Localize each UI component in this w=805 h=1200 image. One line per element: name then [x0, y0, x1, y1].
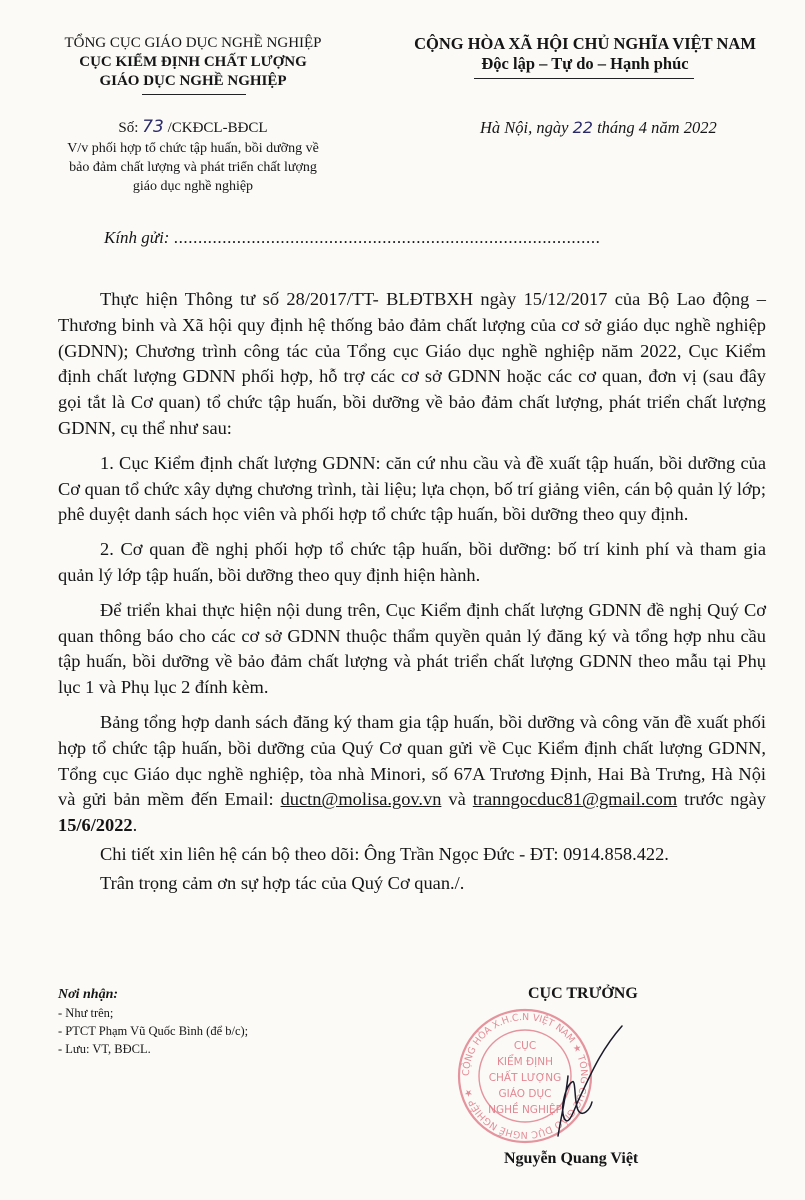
signer-title: CỤC TRƯỞNG [528, 985, 638, 1002]
doc-number-suffix: /CKĐCL-BĐCL [167, 120, 268, 136]
seal-center-line: GIÁO DỤC [498, 1088, 552, 1100]
recipient-dots: ........................................................................................ [173, 228, 601, 247]
recipients-title: Nơi nhận: [58, 987, 119, 1002]
document-number [28, 118, 358, 138]
seal-ring-text: CỘNG HÒA X.H.C.N VIỆT NAM ★ TỔNG CỤC GIÁO DỤC NGHỀ NGHIỆP ★ [460, 1011, 590, 1141]
paragraph-7: Trân trọng cảm ơn sự hợp tác của Quý Cơ quan./. [100, 872, 465, 893]
issuer-name: CỤC KIỂM ĐỊNH CHẤT LƯỢNG [79, 54, 307, 70]
issuer-name-2: GIÁO DỤC NGHỀ NGHIỆP [99, 73, 287, 89]
email-link-2[interactable]: tranngocduc81@gmail.com [472, 789, 678, 810]
paragraph-2: 1. Cục Kiểm định chất lượng GDNN: căn cứ nhu cầu và đề xuất tập huấn, bồi dưỡng của Cơ quan tổ chức xây dựng chương trình, tài liệu; lựa chọn, bố trí giảng viên, cán bộ quản lý lớp; phê duyệt danh sách học viên và phối hợp tổ chức tập huấn, bồi dưỡng theo quy định. [58, 452, 766, 525]
seal-center-line: NGHỀ NGHIỆP [488, 1104, 562, 1116]
motto: Độc lập – Tự do – Hạnh phúc [481, 54, 689, 73]
subject-line-1: V/v phối hợp tổ chức tập huấn, bồi dưỡng về [67, 141, 319, 156]
country-name: CỘNG HÒA XÃ HỘI CHỦ NGHĨA VIỆT NAM [414, 34, 756, 53]
recipient-line [104, 228, 601, 248]
official-seal [440, 1006, 640, 1146]
recipient-item: - PTCT Phạm Vũ Quốc Bình (để b/c); [58, 1024, 249, 1038]
deadline-date: 15/6/2022 [58, 815, 133, 836]
issuer-block [28, 34, 358, 91]
recipients-list [58, 986, 398, 1058]
paragraph-6: Chi tiết xin liên hệ cán bộ theo dõi: Ông Trần Ngọc Đức - ĐT: 0914.858.422. [100, 843, 669, 864]
seal-center-line: CỤC [513, 1040, 537, 1052]
seal-center-line: KIỂM ĐỊNH [497, 1056, 553, 1068]
signer-name: Nguyễn Quang Việt [504, 1150, 639, 1167]
issuer-underline [142, 94, 246, 95]
email-joiner: và [441, 789, 473, 810]
recipient-label: Kính gửi: [104, 228, 170, 247]
recipient-item: - Như trên; [58, 1006, 114, 1020]
paragraph-5-text: Bảng tổng hợp danh sách đăng ký tham gia tập huấn, bồi dưỡng và công văn đề xuất phối hợp tổ chức tập huấn, bồi dưỡng của Quý Cơ quan gửi về Cục Kiểm định chất lượng GDNN, Tổng cục Giáo dục nghề nghiệp, tòa nhà Minori, số 67A Trương Định, Hai Bà Trưng, Hà Nội và gửi bản mềm đến Email: [58, 711, 766, 810]
subject-block [28, 139, 358, 196]
issue-date [480, 118, 780, 138]
paragraph-5-end: . [132, 815, 138, 836]
deadline-prefix: trước ngày [677, 789, 766, 810]
letter-body [58, 287, 766, 906]
date-day: 22 [572, 118, 593, 137]
subject-line-3: giáo dục nghề nghiệp [132, 179, 254, 194]
date-prefix: Hà Nội, ngày [480, 118, 569, 137]
doc-number-prefix: Số: [118, 120, 139, 136]
recipient-item: - Lưu: VT, BĐCL. [58, 1042, 151, 1056]
paragraph-5 [58, 710, 766, 839]
motto-underline [474, 78, 694, 79]
issuer-parent: TỔNG CỤC GIÁO DỤC NGHỀ NGHIỆP [64, 35, 322, 51]
email-link-1[interactable]: ductn@molisa.gov.vn [280, 789, 442, 810]
paragraph-1: Thực hiện Thông tư số 28/2017/TT- BLĐTBXH ngày 15/12/2017 của Bộ Lao động – Thương binh và Xã hội quy định hệ thống bảo đảm chất lượng của cơ sở giáo dục nghề nghiệp (GDNN); Chương trình công tác của Tổng cục Giáo dục nghề nghiệp năm 2022, Cục Kiểm định chất lượng GDNN phối hợp, hỗ trợ các cơ sở GDNN hoặc các cơ quan, đơn vị (sau đây gọi tắt là Cơ quan) tổ chức tập huấn, bồi dưỡng về bảo đảm chất lượng, phát triển chất lượng GDNN, cụ thể như sau: [58, 289, 766, 438]
doc-number-value: 73 [142, 117, 164, 137]
seal-center-line: CHẤT LƯỢNG [488, 1072, 562, 1084]
national-motto-block [385, 34, 785, 74]
date-rest: tháng 4 năm 2022 [597, 118, 717, 137]
paragraph-3: 2. Cơ quan đề nghị phối hợp tổ chức tập huấn, bồi dưỡng: bố trí kinh phí và tham gia quản lý lớp tập huấn, bồi dưỡng theo quy định hiện hành. [58, 539, 766, 585]
subject-line-2: bảo đảm chất lượng và phát triển chất lượng [69, 160, 317, 175]
paragraph-4: Để triển khai thực hiện nội dung trên, Cục Kiểm định chất lượng GDNN đề nghị Quý Cơ quan thông báo cho các cơ sở GDNN thuộc thẩm quyền quản lý đăng ký và tổng hợp nhu cầu tập huấn, bồi dưỡng về bảo đảm chất lượng và phát triển chất lượng GDNN theo mẫu tại Phụ lục 1 và Phụ lục 2 đính kèm. [58, 599, 766, 698]
